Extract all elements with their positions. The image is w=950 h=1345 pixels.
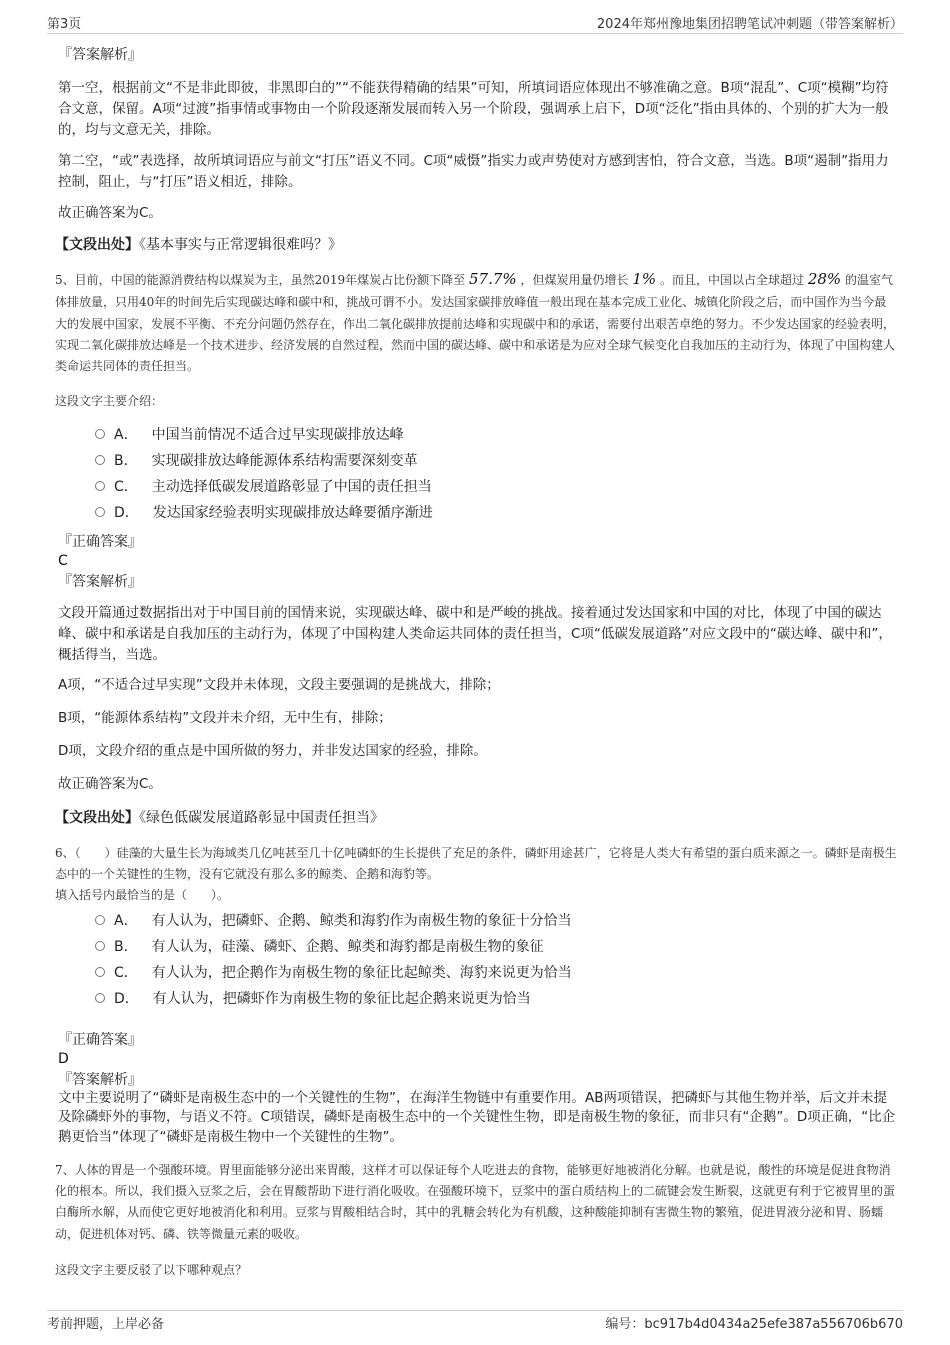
q6-option-a[interactable]: A． 有人认为，把磷虾、企鹅、鲸类和海豹作为南极生物的象征十分恰当 xyxy=(95,907,897,933)
q6-prompt: 填入括号内最恰当的是（ ）。 xyxy=(55,887,230,902)
source-label: 【文段出处】 xyxy=(55,236,139,253)
page-footer xyxy=(47,1310,903,1333)
q6-options xyxy=(95,907,897,1011)
q5-option-c[interactable]: C． 主动选择低碳发展道路彰显了中国的责任担当 xyxy=(95,473,897,499)
q4-analysis-paragraph-1: 第一空，根据前文“不是非此即彼，非黑即白的”“不能获得精确的结果”可知，所填词语应体现出不够准确之意。B项“混乱”、C项“模糊”均符合文意，保留。A项“过渡”指事情或事物由一个阶段逐渐发展而转入另一个阶段，强调承上启下，D项“泛化”指由具体的、个别的扩大为一般的，均与文意无关，排除。 xyxy=(58,80,889,138)
q5-analysis-paragraph-3: B项，“能源体系结构”文段并未介绍，无中生有，排除； xyxy=(58,710,392,727)
radio-icon[interactable] xyxy=(95,941,105,951)
radio-icon[interactable] xyxy=(95,915,105,925)
q6-option-d[interactable]: D． 有人认为，把磷虾作为南极生物的象征比起企鹅来说更为恰当 xyxy=(95,985,897,1011)
q7-prompt: 这段文字主要反驳了以下哪种观点？ xyxy=(55,1262,248,1277)
q5-analysis-paragraph-2: A项，“不适合过早实现”文段并未体现，文段主要强调的是挑战大，排除； xyxy=(58,677,500,694)
q5-source xyxy=(55,807,897,827)
source-title: 《基本事实与正常逻辑很难吗？》 xyxy=(139,236,342,253)
radio-icon[interactable] xyxy=(95,993,105,1003)
page-header xyxy=(47,13,903,34)
document-title: 2024年郑州豫地集团招聘笔试冲刺题（带答案解析） xyxy=(596,17,903,32)
radio-icon[interactable] xyxy=(95,429,105,439)
radio-icon[interactable] xyxy=(95,507,105,517)
analysis-label: 『答案解析』 xyxy=(58,573,142,590)
q5-option-b[interactable]: B． 实现碳排放达峰能源体系结构需要深刻变革 xyxy=(95,447,897,473)
q6-analysis-paragraph: 文中主要说明了“磷虾是南极生态中的一个关键性的生物”，在海洋生物链中有重要作用。AB两项错误，把磷虾与其他生物并举，后文并未提及除磷虾外的事物，与语义不符。C项错误，磷虾是南极生态中的一个关键性生物，即是南极生物的象征，而非只有“企鹅”。D项正确，“比企鹅更恰当”体现了“磷虾是南极生物中一个关键性的生物”。 xyxy=(58,1089,896,1145)
radio-icon[interactable] xyxy=(95,455,105,465)
source-title: 《绿色低碳发展道路彰显中国责任担当》 xyxy=(139,810,384,827)
q5-stem: 5、目前，中国的能源消费结构以煤炭为主，虽然2019年煤炭占比份额下降至 57.7% ，但煤炭用量仍增长 1% 。而且，中国以占全球超过 28% 的温室气体排放量，只用40年的时间先后实现碳达峰和碳中和，挑战可谓不小。发达国家碳排放峰值一般出现在基本完成工业化、城镇化阶段之后，而中国作为当今最大的发展中国家，发展不平衡、不充分问题仍然存在，作出二氧化碳排放提前达峰和实现碳中和的承诺，需要付出艰苦卓绝的努力。不少发达国家的经验表明，实现二氧化碳排放达峰是一个技术进步、经济发展的自然过程，然而中国的碳达峰、碳中和承诺是为应对全球气候变化自我加压的主动行为，体现了中国构建人类命运共同体的责任担当。 xyxy=(55,269,896,374)
radio-icon[interactable] xyxy=(95,967,105,977)
q6-option-c[interactable]: C． 有人认为，把企鹅作为南极生物的象征比起鲸类、海豹来说更为恰当 xyxy=(95,959,897,985)
q5-prompt: 这段文字主要介绍： xyxy=(55,393,164,408)
q7-stem: 7、人体的胃是一个强酸环境。胃里面能够分泌出来胃酸，这样才可以保证每个人吃进去的食物，能够更好地被消化分解。也就是说，酸性的环境是促进食物消化的根本。所以，我们摄入豆浆之后，会在胃酸帮助下进行消化吸收。在强酸环境下，豆浆中的蛋白质结构上的二硫键会发生断裂，这就更有利于它被胃里的蛋白酶所水解，从而使它更好地被消化和利用。豆浆与胃酸相结合时，其中的乳糖会转化为有机酸，这种酸能抑制有害微生物的繁殖，促进胃液分泌和胃、肠蠕动，促进机体对钙、磷、铁等微量元素的吸收。 xyxy=(55,1162,896,1241)
q5-analysis-conclusion: 故正确答案为C。 xyxy=(58,776,162,793)
footer-slogan: 考前押题，上岸必备 xyxy=(47,1316,165,1332)
q4-analysis-paragraph-2: 第二空，“或”表选择，故所填词语应与前文“打压”语义不同。C项“威慑”指实力或声势使对方感到害怕，符合文意，当选。B项“遏制”指用力控制，阻止，与“打压”语义相近，排除。 xyxy=(58,152,889,190)
source-label: 【文段出处】 xyxy=(55,810,139,827)
radio-icon[interactable] xyxy=(95,481,105,491)
analysis-label: 『答案解析』 xyxy=(58,1071,142,1088)
q6-stem: 6、（ ）硅藻的大量生长为海域类几亿吨甚至几十亿吨磷虾的生长提供了充足的条件，磷虾用途甚广，它将是人类大有希望的蛋白质来源之一。磷虾是南极生态中的一个关键性的生物，没有它就没有那么多的鲸类、企鹅和海豹等。 xyxy=(55,846,897,882)
answer-label: 『正确答案』 xyxy=(58,533,142,550)
q5-analysis-paragraph-1: 文段开篇通过数据指出对于中国目前的国情来说，实现碳达峰、碳中和是严峻的挑战。接着通过发达国家和中国的对比，体现了中国的碳达峰、碳中和承诺是自我加压的主动行为，体现了中国构建人类命运共同体的责任担当，C项“低碳发展道路”对应文段中的“碳达峰、碳中和”，概括得当，当选。 xyxy=(58,604,892,663)
analysis-label: 『答案解析』 xyxy=(58,47,142,63)
math-percent-1: 57.7% xyxy=(469,269,517,288)
math-percent-3: 28% xyxy=(807,269,842,288)
q5-correct-answer: C xyxy=(58,552,68,569)
q5-analysis-paragraph-4: D项，文段介绍的重点是中国所做的努力，并非发达国家的经验，排除。 xyxy=(58,743,487,760)
page-number: 第3页 xyxy=(47,17,82,32)
q6-option-b[interactable]: B． 有人认为，硅藻、磷虾、企鹅、鲸类和海豹都是南极生物的象征 xyxy=(95,933,897,959)
q5-option-d[interactable]: D． 发达国家经验表明实现碳排放达峰要循序渐进 xyxy=(95,499,897,525)
q6-correct-answer: D xyxy=(58,1050,69,1067)
math-percent-2: 1% xyxy=(632,269,657,288)
document-serial-number: 编号：bc917b4d0434a25efe387a556706b670 xyxy=(605,1316,903,1332)
answer-label: 『正确答案』 xyxy=(58,1031,142,1048)
q4-source xyxy=(55,234,897,254)
q5-option-a[interactable]: A． 中国当前情况不适合过早实现碳排放达峰 xyxy=(95,421,897,447)
page-content xyxy=(55,44,897,1305)
q5-options xyxy=(95,421,897,525)
q4-analysis-conclusion: 故正确答案为C。 xyxy=(58,204,162,221)
